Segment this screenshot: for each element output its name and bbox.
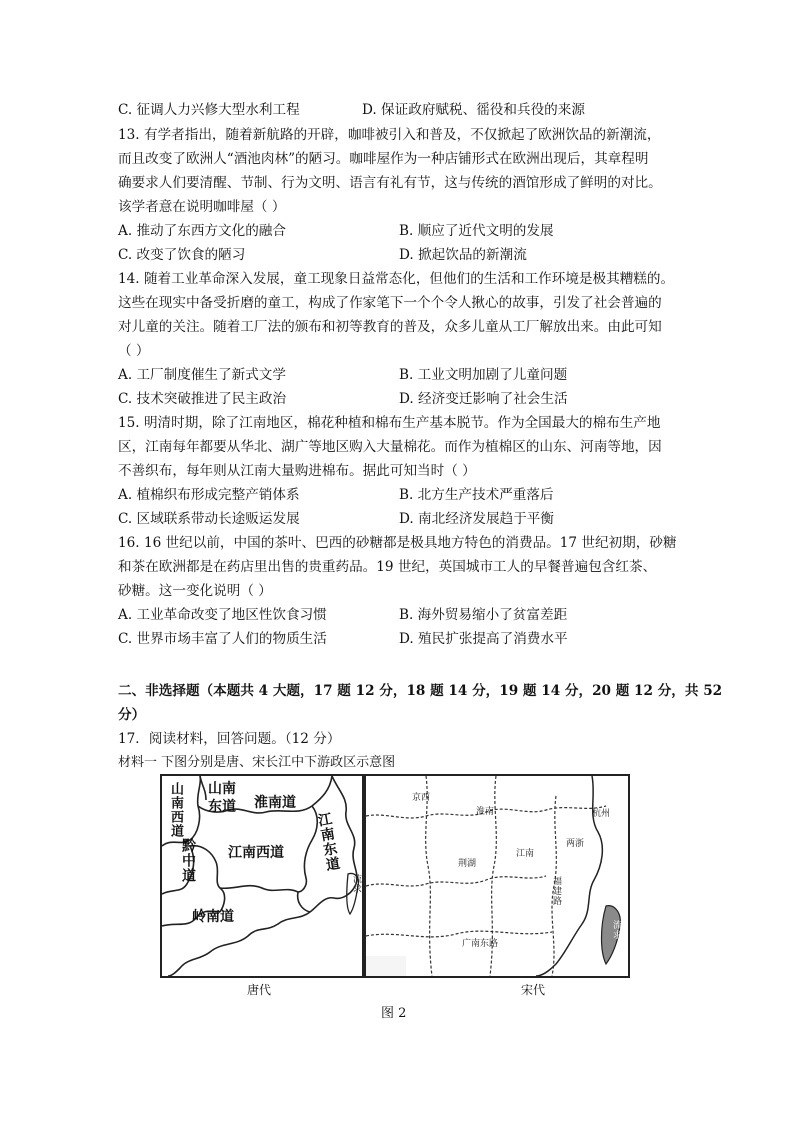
q13-option-c: C. 改变了饮食的陋习: [118, 247, 246, 263]
q17-stem: 17．阅读材料，回答问题。（12 分）: [118, 731, 341, 747]
q13-stem-line-1: 13. 有学者指出，随着新航路的开辟，咖啡被引入和普及，不仅掀起了欧洲饮品的新潮流，: [118, 127, 661, 143]
q16-option-b: B. 海外贸易缩小了贫富差距: [399, 607, 568, 623]
figure-label: 图 2: [381, 1006, 407, 1021]
song-label-huainan: 淮南: [476, 807, 495, 817]
q14-stem-line-4: （ ）: [118, 343, 150, 359]
tang-label-lingnan: 岭南道: [192, 909, 234, 925]
q16-stem-line-2: 和茶在欧洲都是在药店里出售的贵重药品。19 世纪，英国城市工人的早餐普遍包含红茶、: [118, 559, 657, 575]
tang-label-liuqiu: 流求: [351, 874, 361, 894]
tang-label-qianzhong: 黔中道: [180, 838, 196, 883]
q14-option-a: A. 工厂制度催生了新式文学: [118, 367, 286, 383]
q13-option-a: A. 推动了东西方文化的融合: [118, 223, 286, 239]
tang-label-huainan: 淮南道: [254, 795, 296, 811]
tang-label-jiangnanxi: 江南西道: [228, 845, 284, 861]
q17-material-1-intro: 材料一 下图分别是唐、宋长江中下游政区示意图: [118, 755, 396, 770]
song-label-hangzhou: 杭州: [592, 809, 611, 819]
song-label-liangzhe: 两浙: [566, 839, 585, 849]
song-label-jiangnan: 江南: [516, 849, 535, 859]
tang-map-caption: 唐代: [247, 983, 272, 997]
q15-option-c: C. 区域联系带动长途贩运发展: [118, 511, 300, 527]
q13-stem-line-3: 确要求人们要清醒、节制、行为文明、语言有礼有节，这与传统的酒馆形成了鲜明的对比。: [118, 175, 662, 191]
q15-option-a: A. 植棉织布形成完整产销体系: [118, 487, 300, 503]
tang-label-jiangnandong: 江南东道: [314, 811, 342, 873]
song-map-caption: 宋代: [521, 983, 546, 997]
q14-option-b: B. 工业文明加剧了儿童问题: [399, 367, 568, 383]
q12-option-d: D. 保证政府赋税、徭役和兵役的来源: [362, 102, 585, 118]
song-label-guangdong: 广南东路: [462, 939, 499, 949]
section2-heading-line-2: 分）: [118, 707, 146, 723]
q14-option-c: C. 技术突破推进了民主政治: [118, 391, 287, 407]
q15-option-d: D. 南北经济发展趋于平衡: [399, 511, 554, 527]
q16-option-d: D. 殖民扩张提高了消费水平: [399, 631, 568, 647]
q16-stem-line-3: 砂糖。这一变化说明（ ）: [118, 583, 272, 599]
q13-stem-line-2: 而且改变了欧洲人“酒池肉林”的陋习。咖啡屋作为一种店铺形式在欧洲出现后，其章程明: [118, 151, 649, 167]
q16-option-a: A. 工业革命改变了地区性饮食习惯: [118, 607, 327, 623]
section2-heading-line-1: 二、非选择题（本题共 4 大题，17 题 12 分，18 题 14 分，19 题 14 分，20 题 12 分，共 52: [118, 683, 723, 699]
q14-stem-line-2: 这些在现实中备受折磨的童工，构成了作家笔下一个个令人揪心的故事，引发了社会普遍的: [118, 295, 662, 311]
q13-option-d: D. 掀起饮品的新潮流: [399, 247, 527, 263]
q16-stem-line-1: 16. 16 世纪以前，中国的茶叶、巴西的砂糖都是极具地方特色的消费品。17 世纪初期，砂糖: [118, 535, 677, 551]
tang-map: [160, 774, 364, 978]
song-label-fujian: 福建路: [551, 876, 561, 906]
song-label-jingxi: 京西: [412, 793, 431, 803]
q16-option-c: C. 世界市场丰富了人们的物质生活: [118, 631, 327, 647]
q15-stem-line-1: 15. 明清时期，除了江南地区，棉花种植和棉布生产基本脱节。作为全国最大的棉布生产地: [118, 415, 661, 431]
q13-stem-line-4: 该学者意在说明咖啡屋（ ）: [118, 199, 286, 215]
song-label-liuqiu: 流求: [611, 920, 621, 940]
song-label-jianghu: 荆湖: [458, 859, 477, 869]
q15-stem-line-2: 区，江南每年都要从华北、湖广等地区购入大量棉花。而作为植棉区的山东、河南等地，因: [118, 439, 662, 455]
q15-stem-line-3: 不善织布，每年则从江南大量购进棉布。据此可知当时（ ）: [118, 463, 476, 479]
q12-option-c: C. 征调人力兴修大型水利工程: [118, 102, 300, 118]
tang-label-shannandong: 山南东道: [208, 781, 236, 815]
q14-option-d: D. 经济变迁影响了社会生活: [399, 391, 568, 407]
song-map: [364, 774, 630, 978]
tang-label-shannanxi: 山南西道: [168, 782, 183, 838]
q14-stem-line-1: 14. 随着工业革命深入发展，童工现象日益常态化，但他们的生活和工作环境是极其糟糕的。: [118, 271, 675, 287]
q15-option-b: B. 北方生产技术严重落后: [399, 487, 554, 503]
q13-option-b: B. 顺应了近代文明的发展: [399, 223, 554, 239]
q14-stem-line-3: 对儿童的关注。随着工厂法的颁布和初等教育的普及，众多儿童从工厂解放出来。由此可知: [118, 319, 662, 335]
